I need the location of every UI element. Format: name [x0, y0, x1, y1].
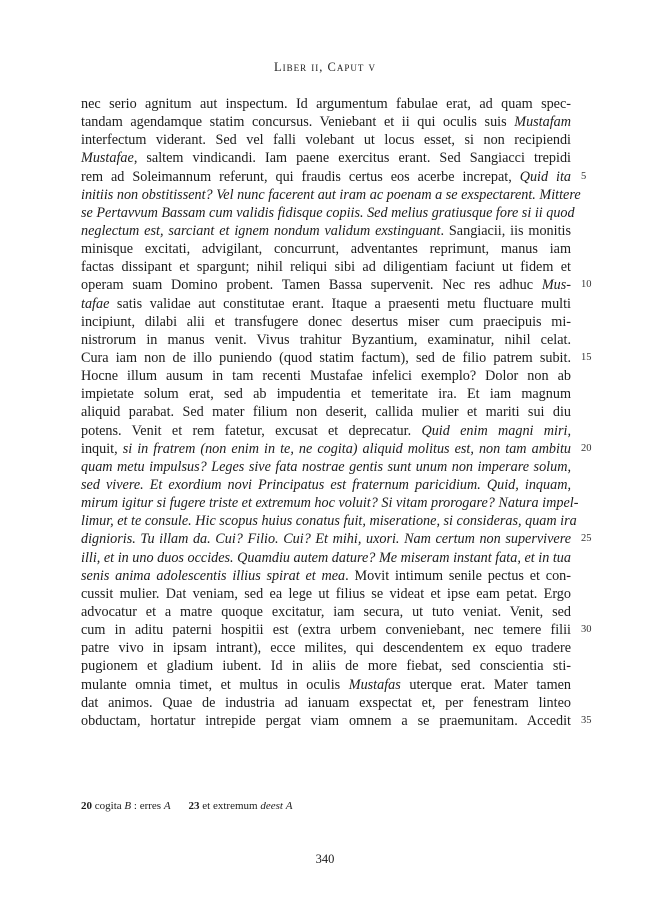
main-text: [81, 95, 592, 730]
text-line: [81, 422, 571, 440]
text-line: [81, 567, 571, 585]
italic-text: initiis non obstitissent? Vel nunc facerent aut iram ac poenam a se exspectarent. Mittere: [81, 186, 581, 203]
apparatus-note: [81, 800, 171, 812]
roman-text: potens. Venit et rem fatetur, excusat et deprecatur.: [81, 422, 422, 439]
text-line: [81, 313, 571, 331]
roman-text: rem ad Soleimannum referunt, qui fraudis certus eos acerbe increpat,: [81, 168, 520, 185]
text-line: [81, 349, 592, 367]
text-line: [81, 186, 581, 204]
text-line: [81, 494, 579, 512]
line-number: 10: [581, 279, 592, 291]
roman-text: minisque excitati, advigilant, concurrunt, adventantes reprimunt, manus iam: [81, 241, 571, 258]
roman-text: satis validae aut constitutae erant. Itaque a praesenti metu fluctuare multi: [109, 295, 571, 312]
roman-text: cum in aditu paterni hospitii est (extra urbem conveniebant, nec temere filii: [81, 622, 571, 639]
roman-text: impietate solum erat, sed ab impudentia et temeritate ira. Et iam magnum: [81, 386, 571, 403]
line-number: 25: [581, 533, 592, 545]
italic-text: sed vivere. Et exordium novi Principatus est fraternum paricidium. Quid, inquam,: [81, 476, 571, 493]
text-line: [81, 621, 592, 639]
text-line: [81, 549, 571, 567]
text-line: [81, 403, 571, 421]
italic-text: si in fratrem (non enim in te, ne cogita) aliquid molitus est, non tam ambitu: [122, 440, 572, 457]
roman-text: cussit mulier. Dat veniam, sed ea lege ut filius se videat et ipse eam petat. Ergo: [81, 585, 571, 602]
apparatus-note: [189, 800, 293, 812]
italic-text: Mustafas: [348, 676, 401, 693]
text-line: [81, 222, 571, 240]
text-line: [81, 657, 571, 675]
text-line: [81, 131, 571, 149]
italic-text: neglectum est, sarciant et ignem nondum validum exstinguant: [81, 222, 441, 239]
italic-text: mirum igitur si fugere triste et extremum hoc voluit? Si vitam prorogare? Natura impel-: [81, 495, 579, 512]
italic-text: dignioris. Tu illam da. Cui? Filio. Cui? Et mihi, uxori. Nam certum non supervivere: [81, 531, 571, 548]
text-line: [81, 585, 571, 603]
text-line: [81, 113, 571, 131]
note-separator: :: [131, 800, 140, 812]
italic-text: Quid ita: [519, 168, 571, 185]
roman-text: , saltem vindicandi. Iam paene exercitus erant. Sed Sangiacci trepidi: [133, 150, 571, 167]
text-line: [81, 440, 592, 458]
apparatus-criticus: [81, 800, 571, 812]
italic-text: se Pertavvum Bassam cum validis fidisque copiis. Sed melius gratiusque fore si ii quod: [81, 204, 575, 221]
note-siglum: A: [163, 800, 171, 812]
text-line: [81, 295, 571, 313]
roman-text: . Movit intimum senile pectus et con-: [345, 567, 571, 584]
italic-text: Mus-: [541, 277, 571, 294]
roman-text: nistrorum in manus venit. Vivus trahitur Byzantium, examinatur, nihil celat.: [81, 331, 571, 348]
line-number: 5: [581, 170, 587, 182]
roman-text: nec serio agnitum aut inspectum. Id argumentum fabulae erat, ad quam spec-: [81, 96, 571, 112]
roman-text: Cura iam non de illo puniendo (quod statim factum), sed de filio patrem subit.: [81, 349, 571, 366]
roman-text: Hocne illum ausum in tam recenti Mustafae infelici exemplo? Dolor non ab: [81, 368, 571, 385]
roman-text: inquit,: [81, 440, 123, 457]
text-line: [81, 603, 571, 621]
note-reading: deest: [260, 800, 283, 812]
note-line-ref: 20: [81, 800, 92, 812]
text-line: [81, 639, 571, 657]
note-lemma: et extremum: [202, 800, 258, 812]
line-number: 20: [581, 442, 592, 454]
running-head: Liber ii, Caput v: [274, 60, 376, 74]
text-line: [81, 367, 571, 385]
roman-text: uterque erat. Mater tamen: [400, 676, 572, 693]
italic-text: Mustafae: [81, 150, 134, 167]
text-line: [81, 168, 587, 186]
roman-text: incipiunt, dilabi alii et transfugere donec desertus miser cum praecipuis mi-: [81, 313, 571, 330]
note-reading: erres: [139, 800, 162, 812]
italic-text: limur, et te consule. Hic scopus huius conatus fuit, miseratione, si consideras, quam ira: [81, 513, 577, 530]
roman-text: . Sangiacii, iis monitis: [440, 222, 571, 239]
italic-text: Quid enim magni miri,: [421, 422, 571, 439]
roman-text: tandam agendamque statim concursus. Veniebant et ii qui oculis suis: [81, 114, 515, 131]
text-line: [81, 476, 571, 494]
italic-text: tafae: [81, 295, 110, 312]
text-line: [81, 240, 571, 258]
italic-text: Mustafam: [514, 114, 571, 131]
line-number: 15: [581, 351, 592, 363]
note-siglum: B: [124, 800, 132, 812]
text-line: [81, 258, 571, 276]
text-line: [81, 276, 592, 294]
italic-text: illi, et in uno duos occides. Quamdiu autem dature? Me miseram instant fata, et in tua: [81, 549, 571, 566]
line-number: 35: [581, 714, 592, 726]
text-line: [81, 512, 577, 530]
text-line: [81, 676, 571, 694]
text-line: [81, 204, 575, 222]
roman-text: factas dissipant et spargunt; nihil reliqui sibi ad diligentiam faciunt ut fidem et: [81, 259, 571, 276]
italic-text: quam metu impulsus? Leges sive fata nostrae gentis sunt unum non imperare solum,: [81, 458, 571, 475]
roman-text: advocatur et a matre quoque excitatur, iam secura, ut tuto veniat. Venit, sed: [81, 603, 571, 620]
page-number: 340: [315, 852, 335, 866]
roman-text: interfectum viderant. Sed vel falli volebant ut locus esset, si non recipiendi: [81, 132, 571, 149]
note-siglum: A: [285, 800, 293, 812]
text-line: [81, 331, 571, 349]
text-line: [81, 385, 571, 403]
line-number: 30: [581, 624, 592, 636]
text-line: [81, 458, 571, 476]
text-line: [81, 95, 571, 113]
text-line: [81, 712, 592, 730]
note-lemma: cogita: [94, 800, 122, 812]
text-line: [81, 694, 571, 712]
roman-text: patre vivo in ipsam intrant), ecce milites, qui descendentem ex equo tradere: [81, 640, 571, 657]
text-line: [81, 149, 571, 167]
note-line-ref: 23: [188, 800, 200, 812]
roman-text: pugionem et gladium iubent. Id in aliis de more fiebat, sed conscientia sti-: [81, 658, 571, 675]
roman-text: obductam, hortatur intrepide pergat viam omnem a se praemunitam. Accedit: [81, 712, 571, 729]
roman-text: dat animos. Quae de industria ad ianuam exspectat et, per fenestram linteo: [81, 694, 571, 711]
roman-text: aliquid parabat. Sed mater filium non deserit, callida mulier et mariti sui diu: [81, 404, 571, 421]
italic-text: senis anima adolescentis illius spirat et mea: [81, 567, 346, 584]
text-line: [81, 530, 592, 548]
roman-text: operam suam Domino probent. Tamen Bassa supervenit. Nec res adhuc: [81, 277, 542, 294]
roman-text: mulante omnia timet, et multus in oculis: [81, 676, 349, 693]
